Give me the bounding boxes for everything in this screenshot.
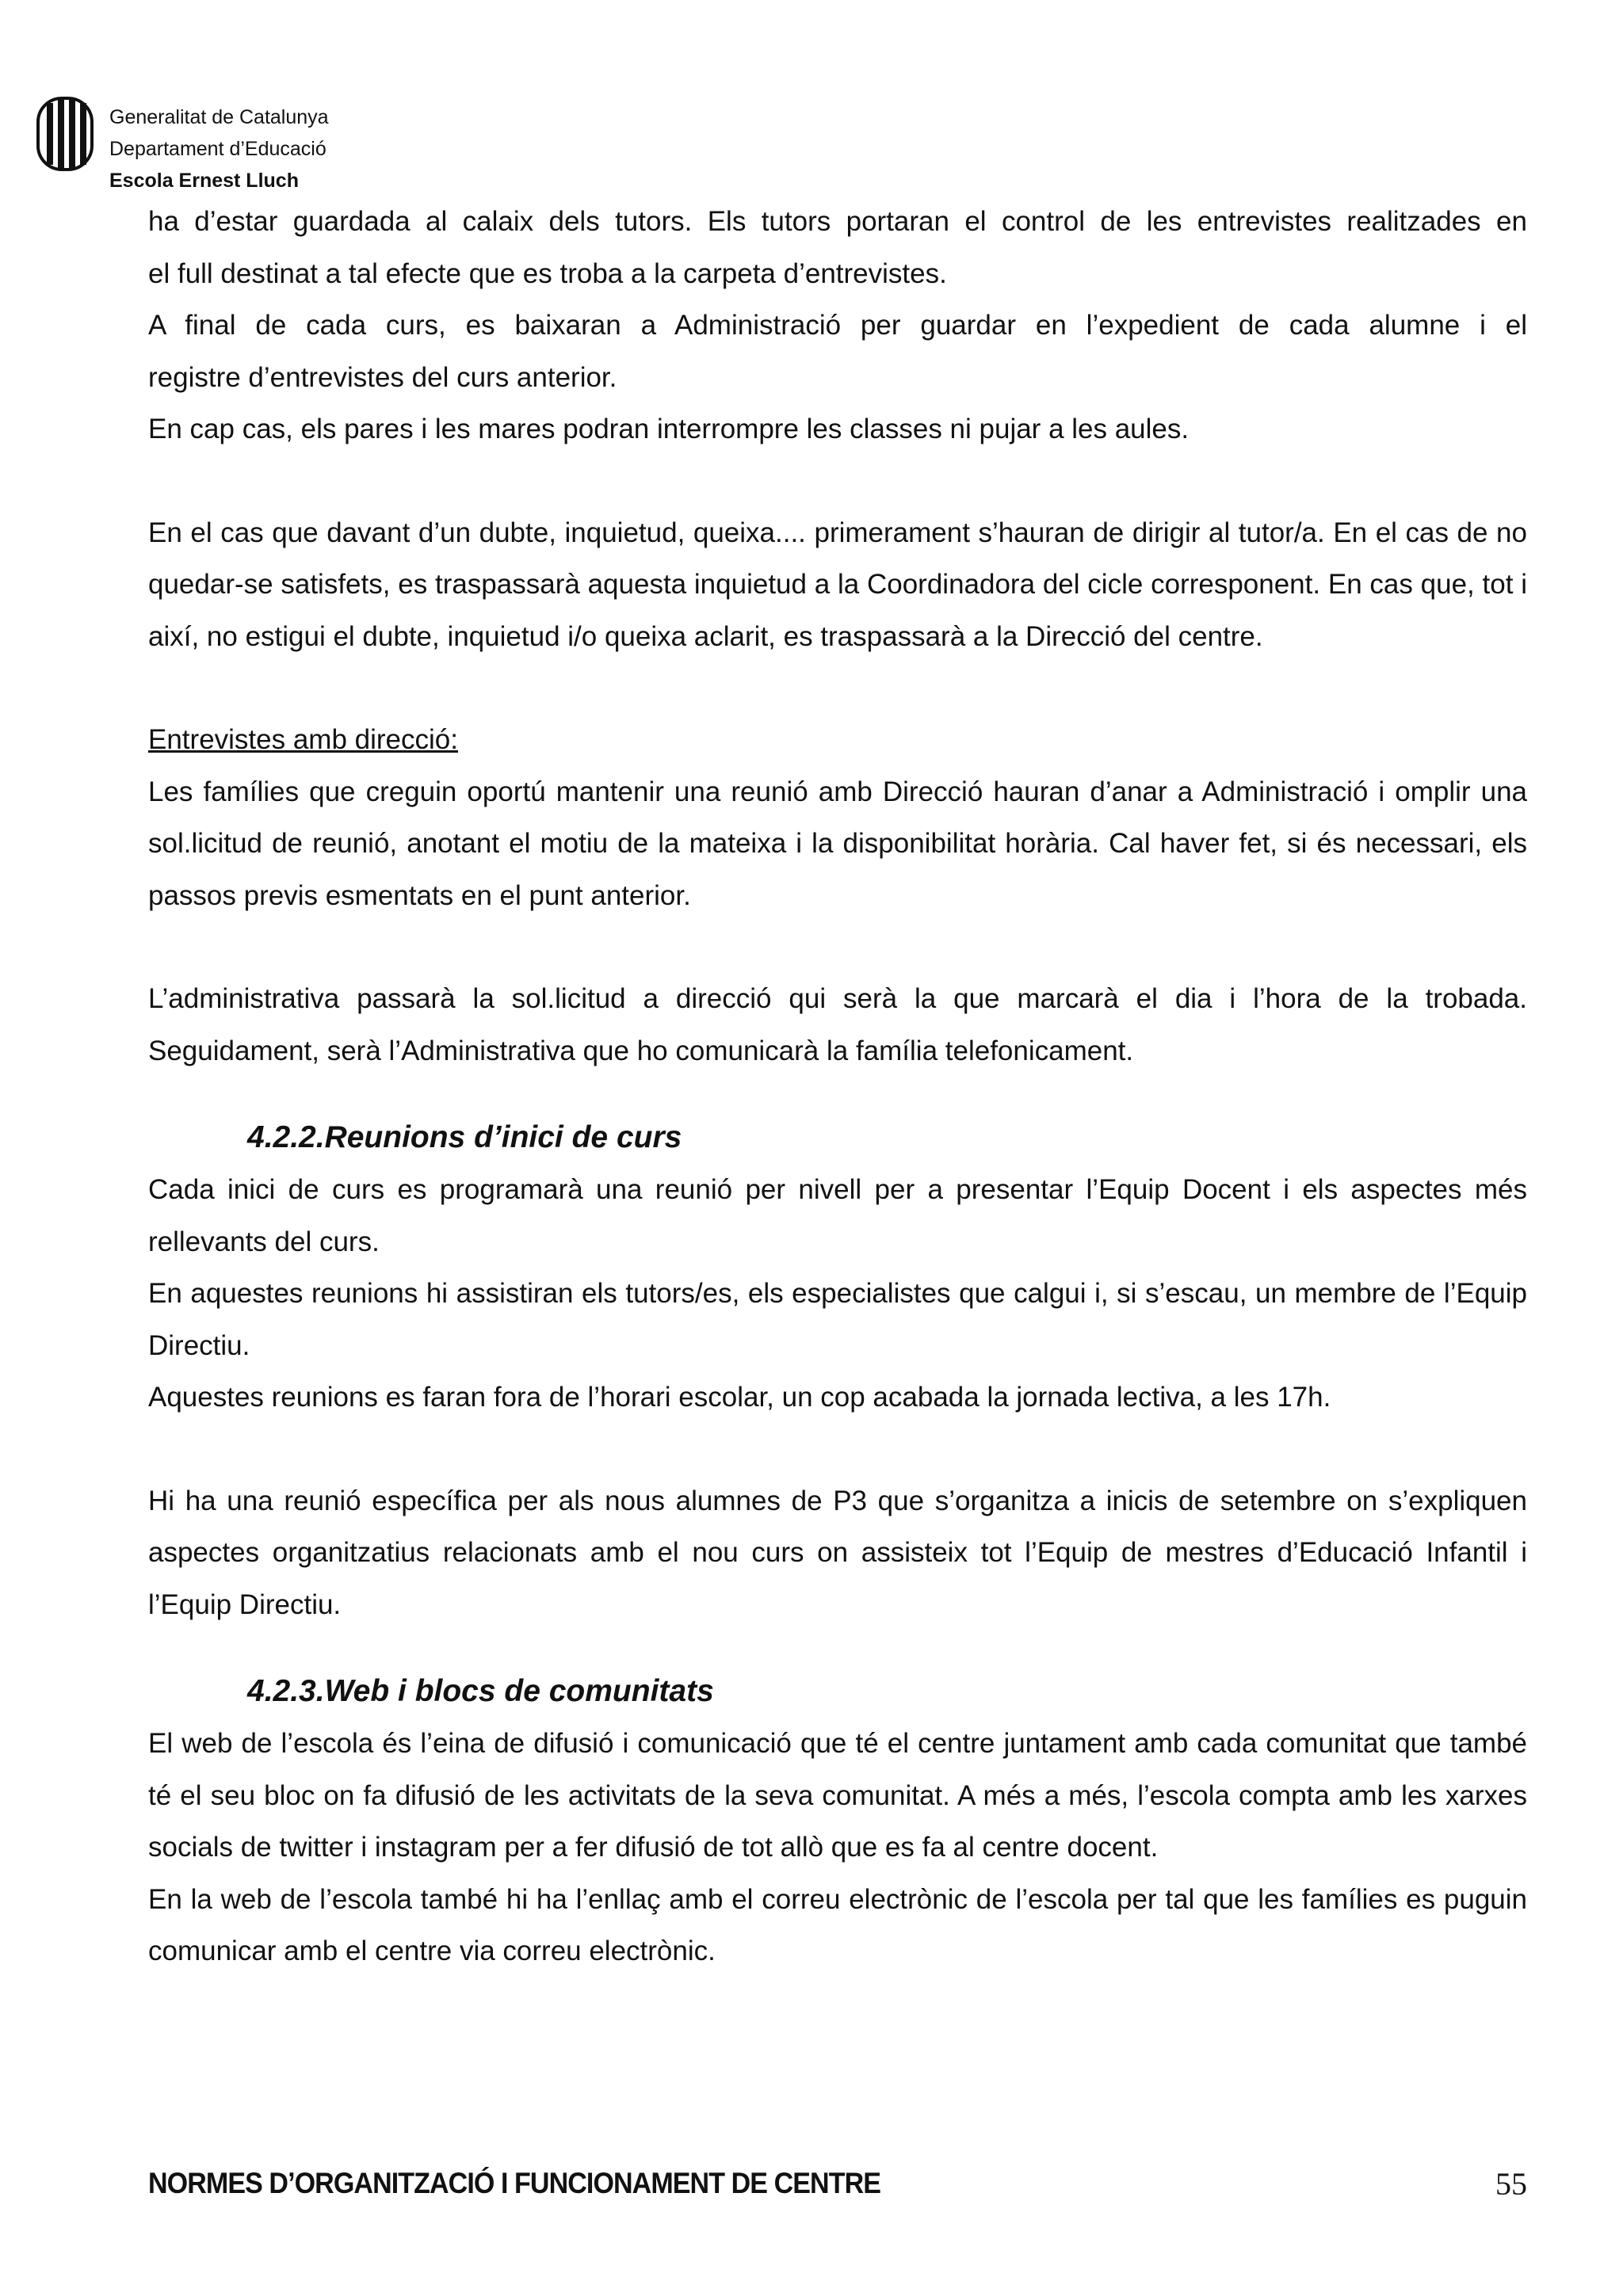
- paragraph-2-line-1: A final de cada curs, es baixaran a Administració per guardar en l’expedient de cada alumne i el: [148, 310, 1527, 341]
- paragraph-10: Hi ha una reunió específica per als nous alumnes de P3 que s’organitza a inicis de setembre on s’expliquen aspectes organitzatius relacionats amb el nou curs on assisteix tot l’Equip de mestres d’Educació Infantil i l’Equip Directiu.: [148, 1485, 1527, 1620]
- paragraph-5: Les famílies que creguin oportú mantenir una reunió amb Direcció hauran d’anar a Administració i omplir una sol.licitud de reunió, anotant el motiu de la mateixa i la disponibilitat horària. Cal haver fet, si és necessari, els passos previs esmentats en el punt anterior.: [148, 776, 1527, 911]
- org-line-generalitat: Generalitat de Catalunya: [109, 106, 329, 128]
- org-line-department: Departament d’Educació: [109, 138, 327, 160]
- paragraph-4: En el cas que davant d’un dubte, inquietud, queixa.... primerament s’hauran de dirigir al tutor/a. En el cas de no quedar-se satisfets, es traspassarà aquesta inquietud a la Coordinadora del cicle corresponent. En cas que, tot i així, no estigui el dubte, inquietud i/o queixa aclarit, es traspassarà a la Direcció del centre.: [148, 517, 1527, 652]
- school-name: Escola Ernest Lluch: [109, 170, 299, 192]
- page-footer: [148, 2167, 1527, 2214]
- heading-4-2-3: 4.2.3.Web i blocs de comunitats: [247, 1674, 714, 1708]
- spacer: [148, 921, 1527, 973]
- paragraph-9: Aquestes reunions es faran fora de l’horari escolar, un cop acabada la jornada lectiva, a les 17h.: [148, 1382, 1331, 1413]
- paragraph-1-line-1: ha d’estar guardada al calaix dels tutors. Els tutors portaran el control de les entrevistes realitzades en: [148, 206, 1527, 237]
- document-body: [148, 196, 1527, 1978]
- spacer: [148, 1077, 1527, 1112]
- paragraph-3: En cap cas, els pares i les mares podran interrompre les classes ni pujar a les aules.: [148, 414, 1190, 444]
- letterhead-text: [109, 101, 329, 196]
- spacer: [148, 1424, 1527, 1475]
- paragraph-12: En la web de l’escola també hi ha l’enllaç amb el correu electrònic de l’escola per tal que les famílies es puguin comunicar amb el centre via correu electrònic.: [148, 1883, 1527, 1966]
- spacer: [148, 456, 1527, 507]
- paragraph-8: En aquestes reunions hi assistiran els tutors/es, els especialistes que calgui i, si s’escau, un membre de l’Equip Directiu.: [148, 1278, 1527, 1361]
- paragraph-11: El web de l’escola és l’eina de difusió i comunicació que té el centre juntament amb cada comunitat que també té el seu bloc on fa difusió de les activitats de la seva comunitat. A més a més, l’escola compta amb les xarxes socials de twitter i instagram per a fer difusió de tot allò que es fa al centre docent.: [148, 1728, 1527, 1863]
- generalitat-logo-icon: [36, 97, 94, 171]
- heading-4-2-2: 4.2.2.Reunions d’inici de curs: [247, 1120, 682, 1154]
- paragraph-7: Cada inici de curs es programarà una reunió per nivell per a presentar l’Equip Docent i els aspectes més rellevants del curs.: [148, 1174, 1527, 1257]
- paragraph-2-line-2: registre d’entrevistes del curs anterior.: [148, 361, 617, 393]
- paragraph-1-line-2: el full destinat a tal efecte que es troba a la carpeta d’entrevistes.: [148, 257, 947, 289]
- section-title-entrevistes: Entrevistes amb direcció:: [148, 724, 458, 755]
- footer-title: NORMES D’ORGANITZACIÓ I FUNCIONAMENT DE CENTRE: [148, 2167, 881, 2199]
- spacer: [148, 1630, 1527, 1665]
- paragraph-6: L’administrativa passarà la sol.licitud a direcció qui serà la que marcarà el dia i l’hora de la trobada. Seguidament, serà l’Administrativa que ho comunicarà la família telefonicament.: [148, 983, 1527, 1066]
- spacer: [148, 662, 1527, 714]
- page-number: 55: [1495, 2166, 1527, 2202]
